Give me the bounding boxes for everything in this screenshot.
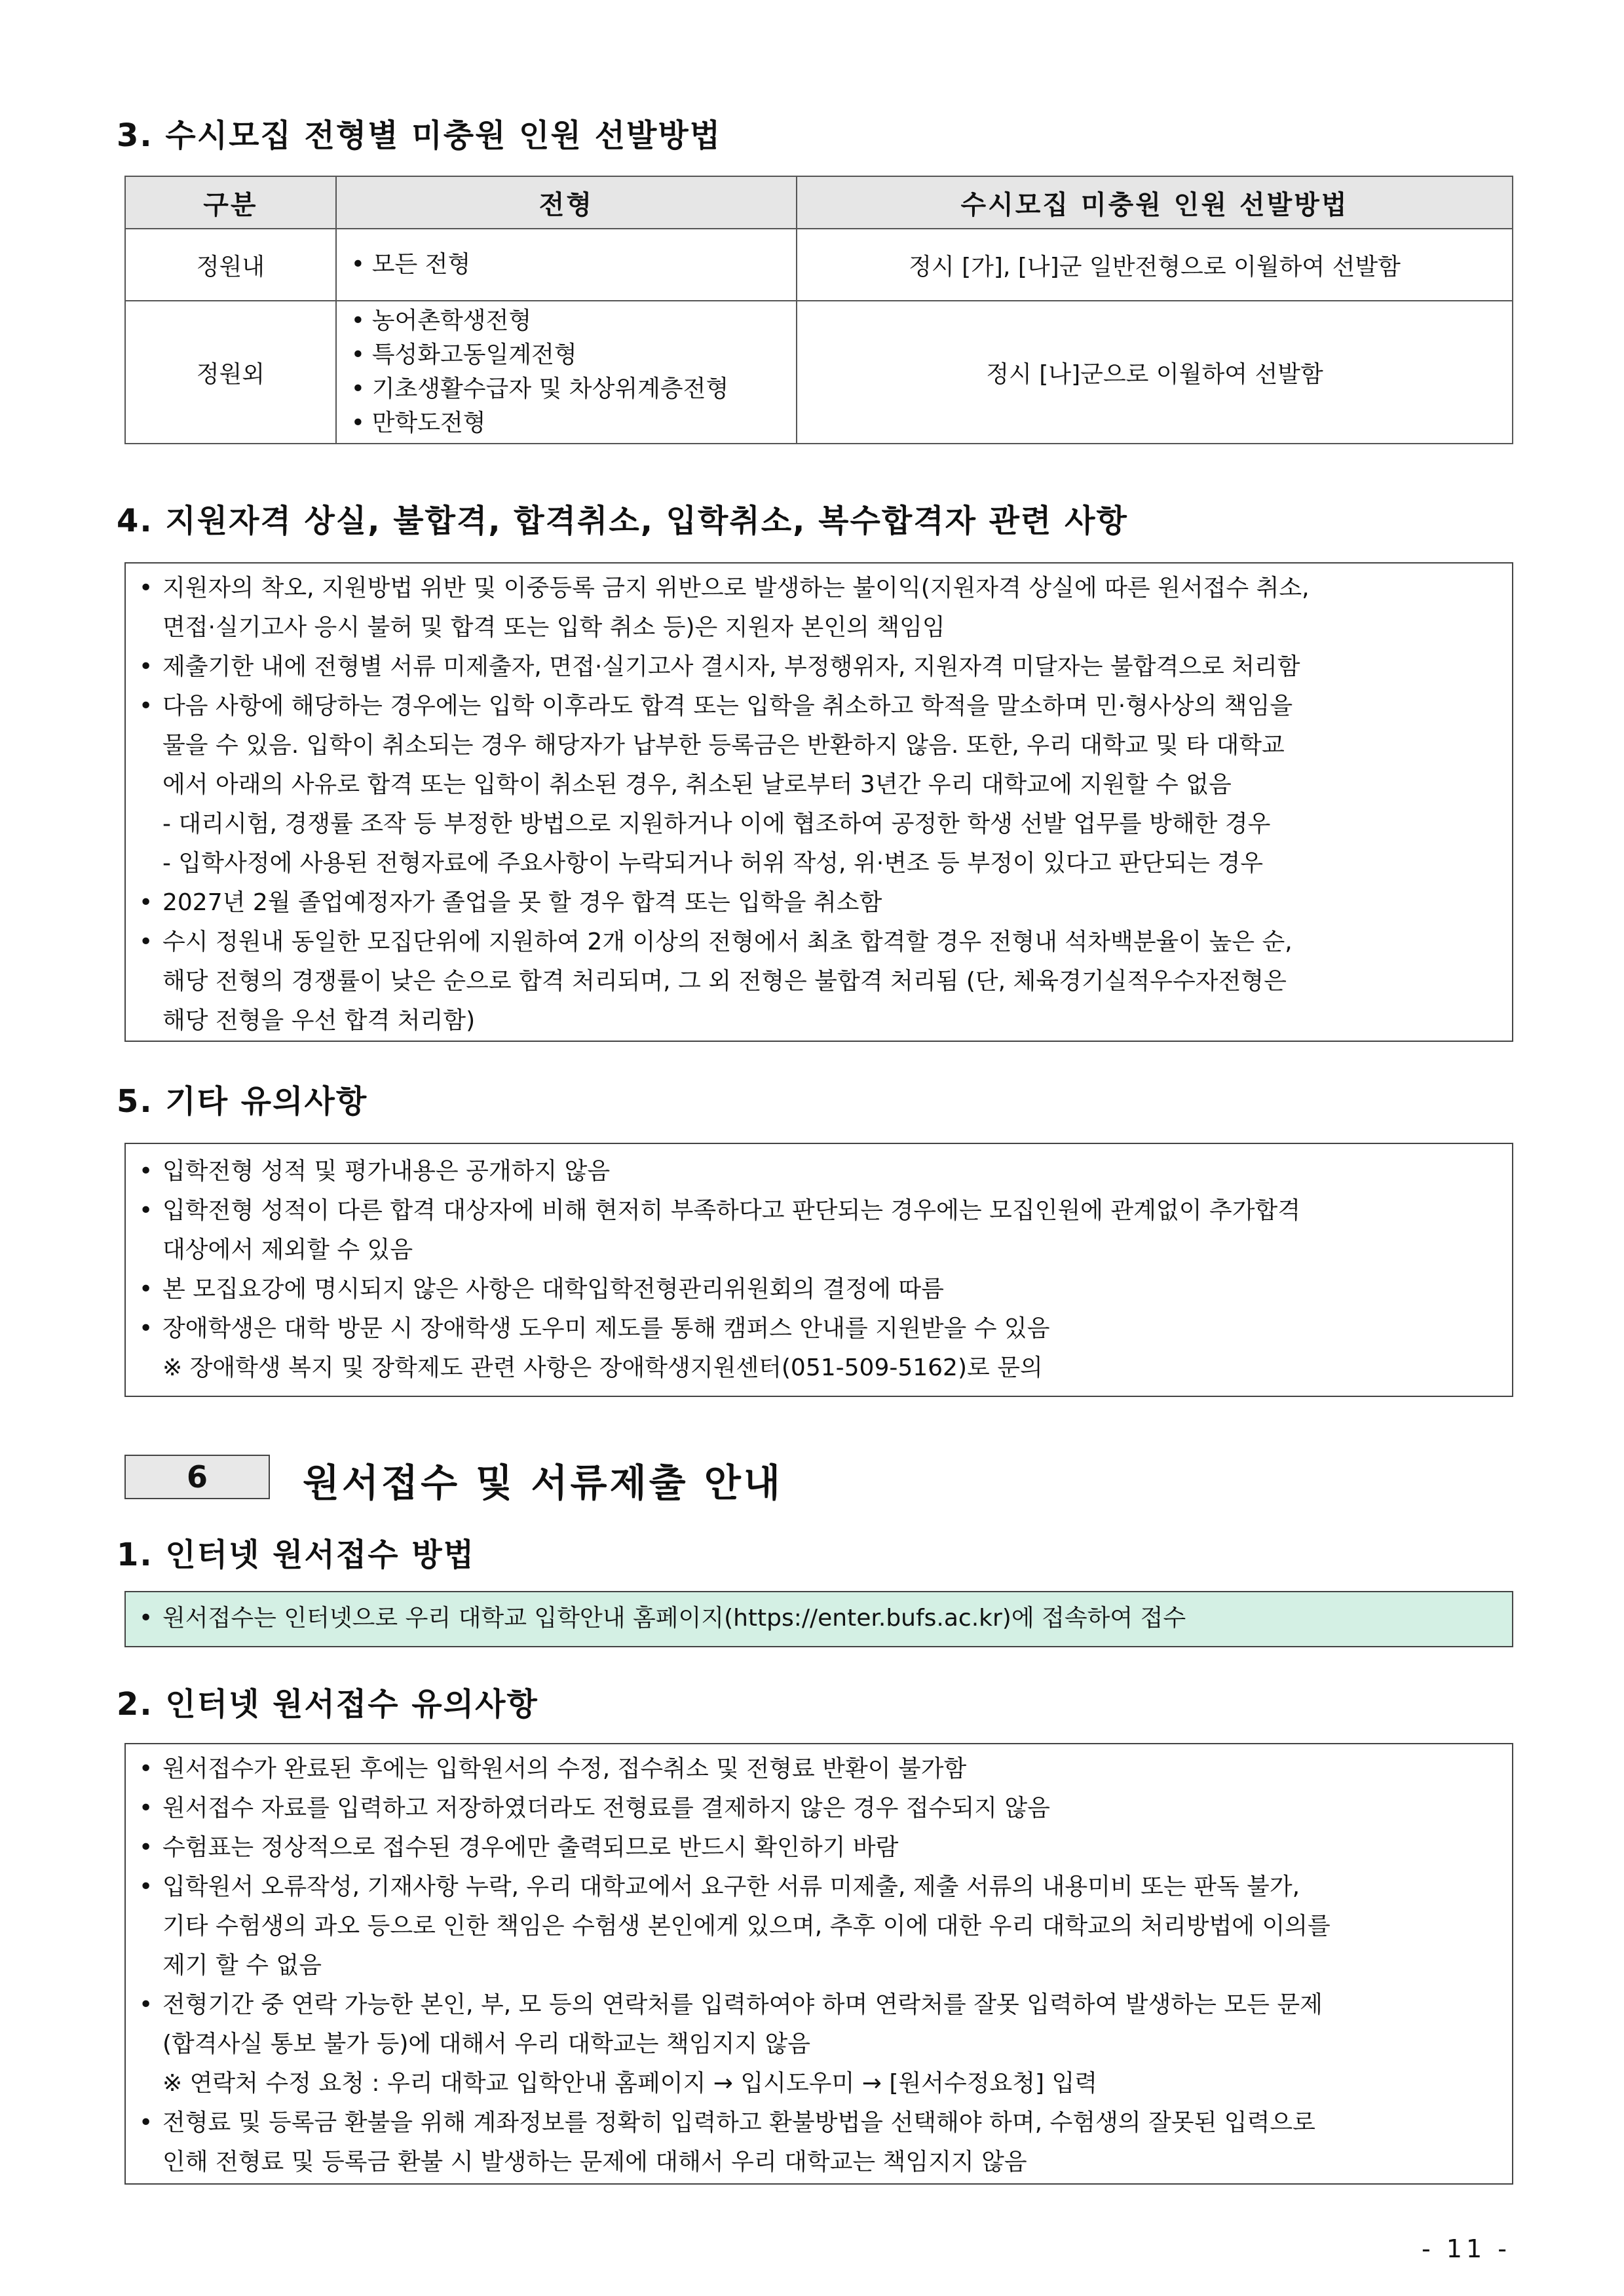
list-item-continuation: 해당 전형을 우선 합격 처리함) (162, 1007, 476, 1034)
list-item-continuation: 해당 전형의 경쟁률이 낮은 순으로 합격 처리되며, 그 외 전형은 불합격 처리됨 (단, 체육경기실적우수자전형은 (162, 968, 1287, 995)
section-6-1-box (124, 1591, 1513, 1647)
section-4-title: 4. 지원자격 상실, 불합격, 합격취소, 입학취소, 복수합격자 관련 사항 (117, 503, 1128, 539)
chapter-number: 6 (124, 1455, 270, 1499)
table-row (125, 229, 1513, 301)
type-item: • 특성화고동일계전형 (351, 338, 795, 372)
list-item-continuation: 물을 수 있음. 입학이 취소되는 경우 해당자가 납부한 등록금은 반환하지 않음. 또한, 우리 대학교 및 타 대학교 (162, 732, 1285, 759)
row-method: 정시 [나]군으로 이월하여 선발함 (797, 301, 1513, 444)
row-types (336, 229, 797, 301)
header-category: 구분 (125, 176, 336, 229)
sub-item: - 대리시험, 경쟁률 조작 등 부정한 방법으로 지원하거나 이에 협조하여 공정한 학생 선발 업무를 방해한 경우 (162, 811, 1271, 837)
list-item: • 입학전형 성적이 다른 합격 대상자에 비해 현저히 부족하다고 판단되는 경우에는 모집인원에 관계없이 추가합격 (126, 1191, 1512, 1231)
section-6-2-title: 2. 인터넷 원서접수 유의사항 (117, 1686, 538, 1723)
section-5-box (124, 1143, 1513, 1397)
list-item: • 2027년 2월 졸업예정자가 졸업을 못 할 경우 합격 또는 입학을 취소함 (126, 883, 1512, 923)
list-item: • 수험표는 정상적으로 접수된 경우에만 출력되므로 반드시 확인하기 바람 (126, 1828, 1512, 1867)
header-method: 수시모집 미충원 인원 선발방법 (797, 176, 1513, 229)
list-item-continuation: (합격사실 통보 불가 등)에 대해서 우리 대학교는 책임지지 않음 (162, 2031, 811, 2057)
list-item: • 제출기한 내에 전형별 서류 미제출자, 면접·실기고사 결시자, 부정행위자, 지원자격 미달자는 불합격으로 처리함 (126, 647, 1512, 687)
page-number: - 11 - (1422, 2234, 1511, 2263)
list-item: • 원서접수가 완료된 후에는 입학원서의 수정, 접수취소 및 전형료 반환이 불가함 (126, 1750, 1512, 1789)
list-item-continuation: 에서 아래의 사유로 합격 또는 입학이 취소된 경우, 취소된 날로부터 3년간 우리 대학교에 지원할 수 없음 (162, 771, 1232, 798)
section-6-1-title: 1. 인터넷 원서접수 방법 (117, 1537, 476, 1573)
list-item: • 지원자의 착오, 지원방법 위반 및 이중등록 금지 위반으로 발생하는 불이익(지원자격 상실에 따른 원서접수 취소, (126, 569, 1512, 608)
type-item: • 기초생활수급자 및 차상위계층전형 (351, 372, 795, 406)
type-item: • 만학도전형 (351, 406, 795, 440)
table-header-row (125, 176, 1513, 229)
list-item: • 원서접수는 인터넷으로 우리 대학교 입학안내 홈페이지(https://enter.bufs.ac.kr)에 접속하여 접수 (126, 1599, 1512, 1638)
header-type: 전형 (336, 176, 797, 229)
row-category: 정원내 (125, 229, 336, 301)
list-item: • 본 모집요강에 명시되지 않은 사항은 대학입학전형관리위원회의 결정에 따름 (126, 1270, 1512, 1309)
list-item: • 수시 정원내 동일한 모집단위에 지원하여 2개 이상의 전형에서 최초 합격할 경우 전형내 석차백분율이 높은 순, (126, 923, 1512, 962)
list-item: • 장애학생은 대학 방문 시 장애학생 도우미 제도를 통해 캠퍼스 안내를 지원받을 수 있음 (126, 1309, 1512, 1349)
list-item: • 전형료 및 등록금 환불을 위해 계좌정보를 정확히 입력하고 환불방법을 선택해야 하며, 수험생의 잘못된 입력으로 (126, 2103, 1512, 2143)
list-item-continuation: 인해 전형료 및 등록금 환불 시 발생하는 문제에 대해서 우리 대학교는 책임지지 않음 (162, 2149, 1027, 2175)
type-item: • 농어촌학생전형 (351, 304, 795, 338)
list-item: • 입학전형 성적 및 평가내용은 공개하지 않음 (126, 1152, 1512, 1191)
note-item: ※ 장애학생 복지 및 장학제도 관련 사항은 장애학생지원센터(051-509-5162)로 문의 (162, 1354, 1043, 1381)
section-3-title: 3. 수시모집 전형별 미충원 인원 선발방법 (117, 117, 722, 154)
section-6-2-box (124, 1743, 1513, 2185)
list-item: • 입학원서 오류작성, 기재사항 누락, 우리 대학교에서 요구한 서류 미제출, 제출 서류의 내용미비 또는 판독 불가, (126, 1867, 1512, 1907)
list-item: • 원서접수 자료를 입력하고 저장하였더라도 전형료를 결제하지 않은 경우 접수되지 않음 (126, 1789, 1512, 1828)
list-item-continuation: 기타 수험생의 과오 등으로 인한 책임은 수험생 본인에게 있으며, 추후 이에 대한 우리 대학교의 처리방법에 이의를 (162, 1913, 1331, 1940)
row-method: 정시 [가], [나]군 일반전형으로 이월하여 선발함 (797, 229, 1513, 301)
row-types (336, 301, 797, 444)
type-item: • 모든 전형 (351, 248, 795, 282)
unfilled-selection-table (124, 176, 1513, 444)
row-category: 정원외 (125, 301, 336, 444)
chapter-title: 원서접수 및 서류제출 안내 (303, 1461, 783, 1505)
list-item: • 다음 사항에 해당하는 경우에는 입학 이후라도 합격 또는 입학을 취소하고 학적을 말소하며 민·형사상의 책임을 (126, 687, 1512, 726)
section-5-title: 5. 기타 유의사항 (117, 1083, 368, 1120)
table-row (125, 301, 1513, 444)
note-item: ※ 연락처 수정 요청 : 우리 대학교 입학안내 홈페이지 → 입시도우미 → [원서수정요청] 입력 (162, 2070, 1098, 2097)
list-item: • 전형기간 중 연락 가능한 본인, 부, 모 등의 연락처를 입력하여야 하며 연락처를 잘못 입력하여 발생하는 모든 문제 (126, 1985, 1512, 2025)
section-4-box (124, 562, 1513, 1042)
list-item-continuation: 대상에서 제외할 수 있음 (162, 1236, 413, 1263)
sub-item: - 입학사정에 사용된 전형자료에 주요사항이 누락되거나 허위 작성, 위·변조 등 부정이 있다고 판단되는 경우 (162, 850, 1264, 877)
list-item-continuation: 면접·실기고사 응시 불허 및 합격 또는 입학 취소 등)은 지원자 본인의 책임임 (162, 614, 945, 641)
list-item-continuation: 제기 할 수 없음 (162, 1952, 322, 1979)
